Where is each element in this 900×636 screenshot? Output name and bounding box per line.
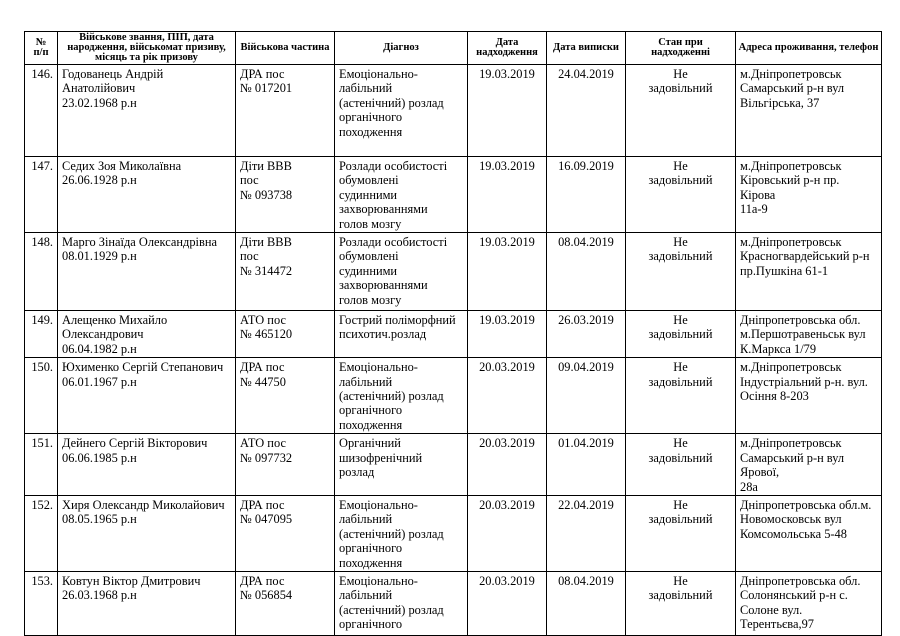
table-row <box>25 434 882 496</box>
person-cell: Дейнего Сергій Вікторович 06.06.1985 р.н <box>58 434 236 496</box>
unit-cell: Діти ВВВ пос № 093738 <box>236 157 335 233</box>
row-number: 153. <box>25 571 58 635</box>
admitted-cell: 19.03.2019 <box>468 233 547 311</box>
discharged-cell: 22.04.2019 <box>547 495 626 571</box>
unit-cell: ДРА пос № 047095 <box>236 495 335 571</box>
unit-cell: Діти ВВВ пос № 314472 <box>236 233 335 311</box>
header-num: № п/п <box>25 32 58 65</box>
discharged-cell: 08.04.2019 <box>547 233 626 311</box>
person-cell: Годованець Андрій Анатолійович 23.02.1968 р.н <box>58 65 236 157</box>
person-cell: Алещенко Михайло Олександрович 06.04.1982 р.н <box>58 311 236 358</box>
admitted-cell: 20.03.2019 <box>468 571 547 635</box>
table-row <box>25 495 882 571</box>
table-row <box>25 571 882 635</box>
header-row <box>25 32 882 65</box>
unit-cell: АТО пос № 465120 <box>236 311 335 358</box>
row-number: 150. <box>25 358 58 434</box>
discharged-cell: 24.04.2019 <box>547 65 626 157</box>
header-unit: Військова частина <box>236 32 335 65</box>
state-cell: Не задовільний <box>626 65 736 157</box>
header-person: Військове звання, ПІП, дата народження, військомат призиву, місяць та рік призову <box>58 32 236 65</box>
table-row <box>25 65 882 157</box>
admitted-cell: 20.03.2019 <box>468 358 547 434</box>
unit-cell: АТО пос № 097732 <box>236 434 335 496</box>
diagnosis-cell: Емоціонально- лабільний (астенічний) розлад органічного походження <box>335 358 468 434</box>
person-cell: Ковтун Віктор Дмитрович 26.03.1968 р.н <box>58 571 236 635</box>
row-number: 152. <box>25 495 58 571</box>
address-cell: Дніпропетровська обл.м. Новомосковськ вул Комсомольська 5-48 <box>736 495 882 571</box>
row-number: 147. <box>25 157 58 233</box>
table-row <box>25 157 882 233</box>
header-state: Стан при надходженні <box>626 32 736 65</box>
address-cell: м.Дніпропетровськ Кіровський р-н пр. Кірова 11а-9 <box>736 157 882 233</box>
state-cell: Не задовільний <box>626 495 736 571</box>
address-cell: Дніпропетровська обл. м.Першотравеньськ вул К.Маркса 1/79 <box>736 311 882 358</box>
unit-cell: ДРА пос № 056854 <box>236 571 335 635</box>
patient-register-table <box>24 31 882 636</box>
admitted-cell: 20.03.2019 <box>468 495 547 571</box>
diagnosis-cell: Гострий поліморфний психотич.розлад <box>335 311 468 358</box>
diagnosis-cell: Розлади особистості обумовлені судинними захворюваннями голов мозгу <box>335 157 468 233</box>
header-address: Адреса проживання, телефон <box>736 32 882 65</box>
state-cell: Не задовільний <box>626 358 736 434</box>
header-diagnosis: Діагноз <box>335 32 468 65</box>
header-discharged: Дата виписки <box>547 32 626 65</box>
table-row <box>25 233 882 311</box>
discharged-cell: 26.03.2019 <box>547 311 626 358</box>
state-cell: Не задовільний <box>626 157 736 233</box>
discharged-cell: 09.04.2019 <box>547 358 626 434</box>
admitted-cell: 20.03.2019 <box>468 434 547 496</box>
document-page <box>24 31 882 636</box>
state-cell: Не задовільний <box>626 434 736 496</box>
admitted-cell: 19.03.2019 <box>468 311 547 358</box>
table-row <box>25 358 882 434</box>
unit-cell: ДРА пос № 44750 <box>236 358 335 434</box>
table-row <box>25 311 882 358</box>
row-number: 148. <box>25 233 58 311</box>
state-cell: Не задовільний <box>626 233 736 311</box>
row-number: 151. <box>25 434 58 496</box>
person-cell: Седих Зоя Миколаївна 26.06.1928 р.н <box>58 157 236 233</box>
admitted-cell: 19.03.2019 <box>468 157 547 233</box>
unit-cell: ДРА пос № 017201 <box>236 65 335 157</box>
person-cell: Юхименко Сергій Степанович 06.01.1967 р.н <box>58 358 236 434</box>
admitted-cell: 19.03.2019 <box>468 65 547 157</box>
diagnosis-cell: Органічний шизофренічний розлад <box>335 434 468 496</box>
discharged-cell: 08.04.2019 <box>547 571 626 635</box>
diagnosis-cell: Розлади особистості обумовлені судинними захворюваннями голов мозгу <box>335 233 468 311</box>
row-number: 146. <box>25 65 58 157</box>
address-cell: м.Дніпропетровськ Самарський р-н вул Вільгірська, 37 <box>736 65 882 157</box>
address-cell: м.Дніпропетровськ Красногвардейський р-н пр.Пушкіна 61-1 <box>736 233 882 311</box>
address-cell: м.Дніпропетровськ Індустріальний р-н. вул. Осіння 8-203 <box>736 358 882 434</box>
row-number: 149. <box>25 311 58 358</box>
person-cell: Хиря Олександр Миколайович 08.05.1965 р.н <box>58 495 236 571</box>
person-cell: Марго Зінаїда Олександрівна 08.01.1929 р.н <box>58 233 236 311</box>
diagnosis-cell: Емоціонально- лабільний (астенічний) розлад органічного <box>335 571 468 635</box>
diagnosis-cell: Емоціонально- лабільний (астенічний) розлад органічного походження <box>335 495 468 571</box>
discharged-cell: 16.09.2019 <box>547 157 626 233</box>
state-cell: Не задовільний <box>626 571 736 635</box>
address-cell: м.Дніпропетровськ Самарський р-н вул Ярової, 28а <box>736 434 882 496</box>
discharged-cell: 01.04.2019 <box>547 434 626 496</box>
diagnosis-cell: Емоціонально- лабільний (астенічний) розлад органічного походження <box>335 65 468 157</box>
state-cell: Не задовільний <box>626 311 736 358</box>
header-admitted: Дата надходження <box>468 32 547 65</box>
address-cell: Дніпропетровська обл. Солонянський р-н с. Солоне вул. Терентьєва,97 <box>736 571 882 635</box>
